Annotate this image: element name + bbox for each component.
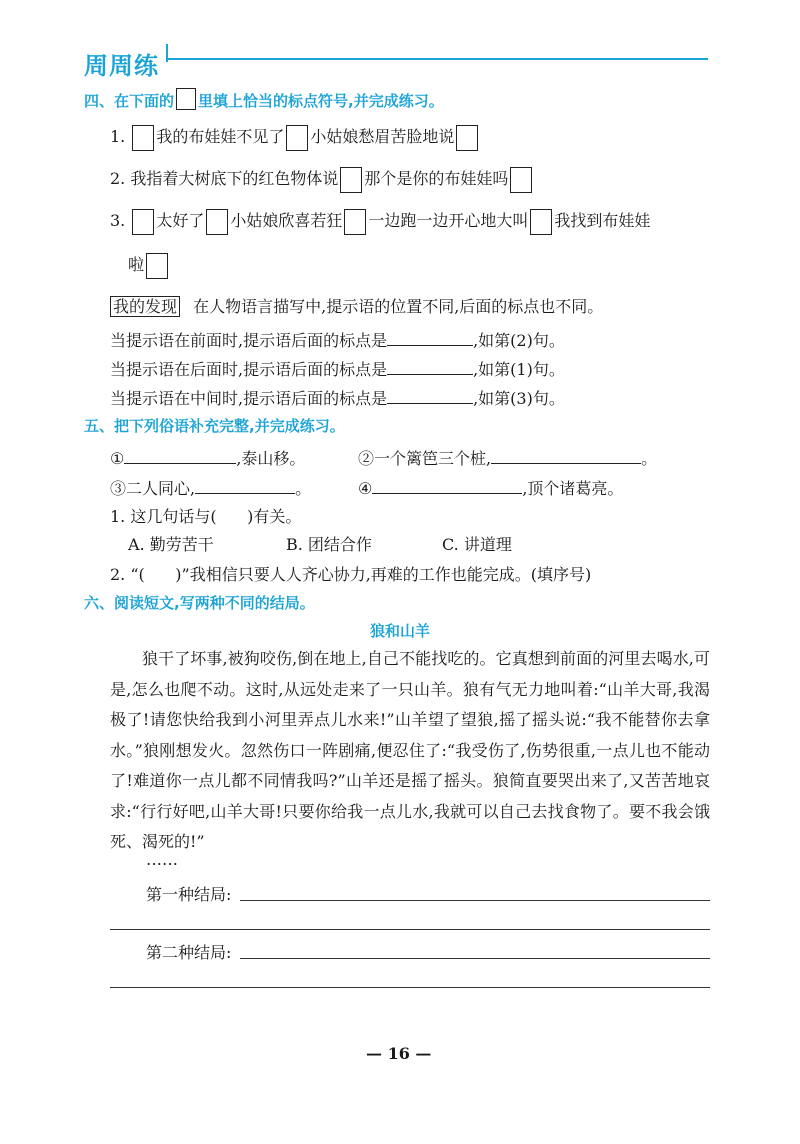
page-header: [84, 46, 159, 81]
ending-2-label: 第二种结局:: [146, 943, 232, 962]
punct-box[interactable]: [530, 209, 552, 235]
punct-box[interactable]: [286, 125, 308, 151]
option-a[interactable]: A. 勤劳苦干: [128, 535, 214, 554]
story-paragraph: 狼干了坏事,被狗咬伤,倒在地上,自己不能找吃的。它真想到前面的河里去喝水,可是,怎么也爬不动。这时,从远处走来了一只山羊。狼有气无力地叫着:“山羊大哥,我渴极了!请您快给我到小河里弄点儿水来!”山羊望了望狼,摇了摇头说:“我不能替你去拿水。”狼刚想发火。忽然伤口一阵剧痛,便忍住了:“我受伤了,伤势很重,一点儿也不能动了!难道你一点儿都不同情我吗?”山羊还是摇了摇头。狼简直要哭出来了,又苦苦地哀求:“行行好吧,山羊大哥!只要你给我一点儿水,我就可以自己去找食物了。要不我会饿死、渴死的!”: [110, 649, 710, 851]
proverb-3: ③二人同心, 。: [110, 479, 312, 498]
s4-question-3-cont: 啦: [128, 252, 170, 279]
sample-box: [176, 88, 196, 110]
option-c[interactable]: C. 讲道理: [442, 535, 512, 554]
ending-2-line-2[interactable]: [110, 987, 710, 988]
punct-box[interactable]: [456, 125, 478, 151]
punct-box[interactable]: [344, 209, 366, 235]
s4-question-1: 1. 我的布娃娃不见了 小姑娘愁眉苦脸地说: [110, 124, 480, 151]
s4-finding: [110, 294, 603, 317]
option-b[interactable]: B. 团结合作: [286, 535, 372, 554]
punct-box[interactable]: [146, 253, 168, 279]
answer-blank[interactable]: [387, 329, 473, 346]
section4-heading: 四、在下面的 里填上恰当的标点符号,并完成练习。: [84, 88, 444, 111]
punct-box[interactable]: [206, 209, 228, 235]
finding-label: 我的发现: [110, 296, 180, 317]
answer-blank[interactable]: [124, 447, 236, 464]
answer-blank[interactable]: [491, 447, 641, 464]
finding-text: 在人物语言描写中,提示语的位置不同,后面的标点也不同。: [193, 297, 604, 316]
s4-question-3: 3. 太好了 小姑娘欣喜若狂 一边跑一边开心地大叫 我找到布娃娃: [110, 208, 650, 235]
s4-rule-1: 当提示语在前面时,提示语后面的标点是 ,如第(2)句。: [110, 331, 565, 350]
section6-heading: 六、阅读短文,写两种不同的结局。: [84, 594, 315, 612]
ending-1-line[interactable]: [240, 900, 710, 901]
header-rule: [168, 58, 708, 60]
proverb-1: ① ,泰山移。: [110, 449, 306, 468]
header-title: 周周练: [84, 52, 159, 80]
answer-blank[interactable]: [195, 477, 295, 494]
s4-question-2: 2. 我指着大树底下的红色物体说 那个是你的布娃娃吗: [110, 166, 534, 193]
ending-1-label: 第一种结局:: [146, 885, 232, 904]
story-ellipsis: ……: [146, 850, 178, 869]
s4-rule-2: 当提示语在后面时,提示语后面的标点是 ,如第(1)句。: [110, 360, 565, 379]
punct-box[interactable]: [132, 209, 154, 235]
answer-blank[interactable]: [387, 358, 473, 375]
proverb-2: ②一个篱笆三个桩, 。: [358, 449, 658, 468]
answer-blank[interactable]: [387, 387, 473, 404]
punct-box[interactable]: [132, 125, 154, 151]
proverb-4: ④ ,顶个诸葛亮。: [358, 479, 624, 498]
s4-rule-3: 当提示语在中间时,提示语后面的标点是 ,如第(3)句。: [110, 389, 565, 408]
section5-heading: 五、把下列俗语补充完整,并完成练习。: [84, 417, 345, 435]
story-body: [110, 644, 710, 858]
punct-box[interactable]: [340, 167, 362, 193]
punct-box[interactable]: [510, 167, 532, 193]
s5-question-1: 1. 这几句话与( )有关。: [110, 507, 302, 526]
s5-question-2: 2. “( )”我相信只要人人齐心协力,再难的工作也能完成。(填序号): [110, 565, 592, 584]
ending-2-line[interactable]: [240, 958, 710, 959]
page-number: — 16 —: [366, 1044, 432, 1063]
story-title: 狼和山羊: [370, 622, 431, 640]
ending-1-line-2[interactable]: [110, 929, 710, 930]
answer-blank[interactable]: [372, 477, 522, 494]
